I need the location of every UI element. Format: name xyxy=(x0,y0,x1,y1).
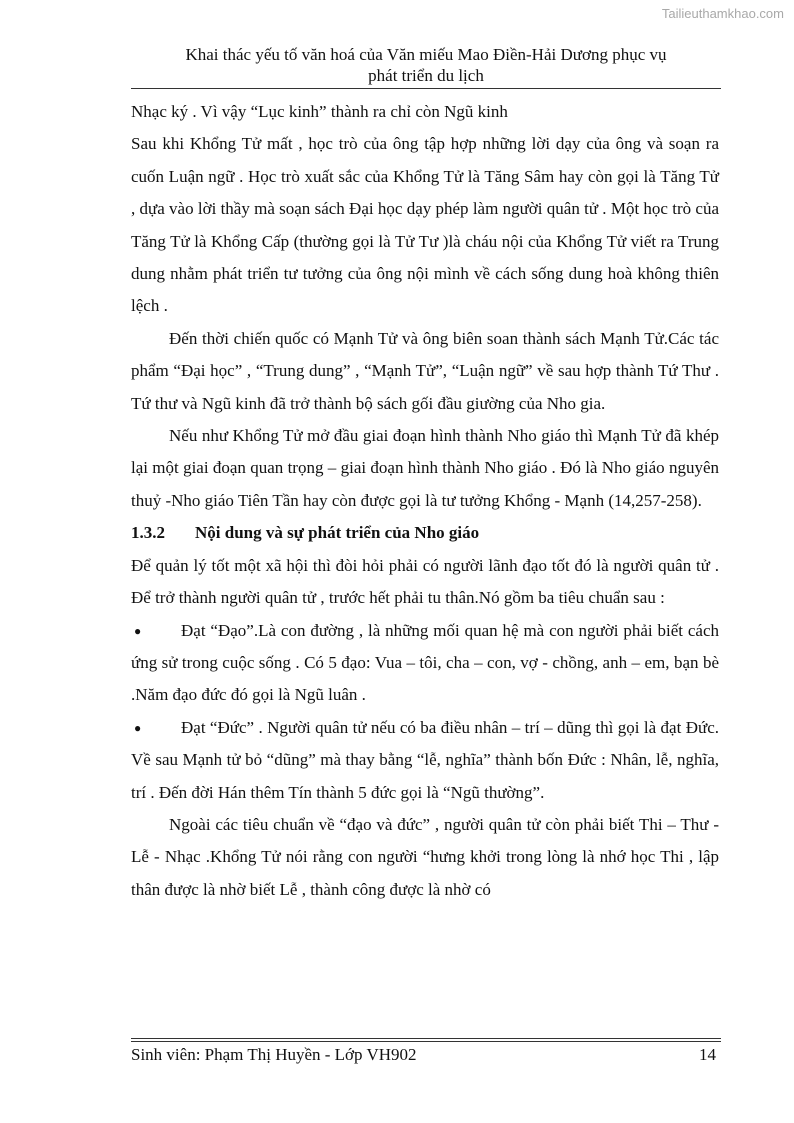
footer-divider xyxy=(131,1041,721,1042)
paragraph: Ngoài các tiêu chuẩn về “đạo và đức” , người quân tử còn phải biết Thi – Thư -Lễ - Nhạc .Khổng Tử nói rằng con người “hưng khởi trong lòng là nhớ học Thi , lập thân được là nhờ biết Lễ , thành công được là nhờ có xyxy=(131,814,719,899)
paragraph: Nhạc ký . Vì vậy “Lục kinh” thành ra chỉ còn Ngũ kinh xyxy=(131,102,508,121)
paragraph: Sau khi Khổng Tử mất , học trò của ông tập hợp những lời dạy của ông và soạn ra cuốn Luận ngữ . Học trò xuất sắc của Khổng Tử là Tăng Sâm hay còn gọi là Tăng Tử , dựa vào lời thầy mà soạn sách Đại học dạy phép làm người quân tử . Một học trò của Tăng Tử là Khổng Cấp (thường gọi là Tử Tư )là cháu nội của Khổng Tử viết ra Trung dung nhằm phát triển tư tưởng của ông nội mình về cách sống dung hoà không thiên lệch . xyxy=(131,134,719,316)
watermark: Tailieuthamkhao.com xyxy=(661,6,784,21)
paragraph: Đến thời chiến quốc có Mạnh Tử và ông biên soan thành sách Mạnh Tử.Các tác phẩm “Đại học” , “Trung dung” , “Mạnh Tử”, “Luận ngữ” về sau hợp thành Tứ Thư . Tứ thư và Ngũ kinh đã trở thành bộ sách gối đầu giường của Nho gia. xyxy=(131,328,719,413)
page-header xyxy=(131,44,721,86)
bullet-item xyxy=(131,615,719,712)
page-number: 14 xyxy=(699,1045,716,1064)
header-title-line1: Khai thác yếu tố văn hoá của Văn miếu Mao Điền-Hải Dương phục vụ xyxy=(185,45,667,64)
bullet-item xyxy=(131,712,719,809)
footer-divider xyxy=(131,1038,721,1039)
header-title-line2: phát triển du lịch xyxy=(368,66,484,85)
bullet-text: Đạt “Đạo”.Là con đường , là những mối quan hệ mà con người phải biết cách ứng sử trong cuộc sống . Có 5 đạo: Vua – tôi, cha – con, vợ - chồng, anh – em, bạn bè .Năm đạo đức đó gọi là Ngũ luân . xyxy=(131,620,719,705)
paragraph: Nếu như Khổng Tử mở đầu giai đoạn hình thành Nho giáo thì Mạnh Tử đã khép lại một giai đoạn quan trọng – giai đoạn hình thành Nho giáo . Đó là Nho giáo nguyên thuỷ -Nho giáo Tiên Tần hay còn được gọi là tư tưởng Khổng - Mạnh (14,257-258). xyxy=(131,426,719,510)
header-divider xyxy=(131,88,721,89)
section-title: Nội dung và sự phát triển của Nho giáo xyxy=(195,523,480,543)
bullet-dot-icon: ● xyxy=(134,720,142,735)
section-number: 1.3.2 xyxy=(131,523,165,543)
document-body xyxy=(131,96,719,906)
section-heading xyxy=(131,517,719,549)
page-footer xyxy=(131,1044,721,1066)
bullet-text: Đạt “Đức” . Người quân tử nếu có ba điều nhân – trí – dũng thì gọi là đạt Đức. Về sau Mạnh tử bỏ “dũng” mà thay bằng “lễ, nghĩa” thành bốn Đức : Nhân, lễ, nghĩa, trí . Đến đời Hán thêm Tín thành 5 đức gọi là “Ngũ thường”. xyxy=(131,717,719,802)
footer-student: Sinh viên: Phạm Thị Huyền - Lớp VH902 xyxy=(131,1045,417,1064)
paragraph: Để quản lý tốt một xã hội thì đòi hỏi phải có người lãnh đạo tốt đó là người quân tử . Để trở thành người quân tử , trước hết phải tu thân.Nó gồm ba tiêu chuẩn sau : xyxy=(131,555,719,608)
bullet-dot-icon: ● xyxy=(134,623,142,638)
